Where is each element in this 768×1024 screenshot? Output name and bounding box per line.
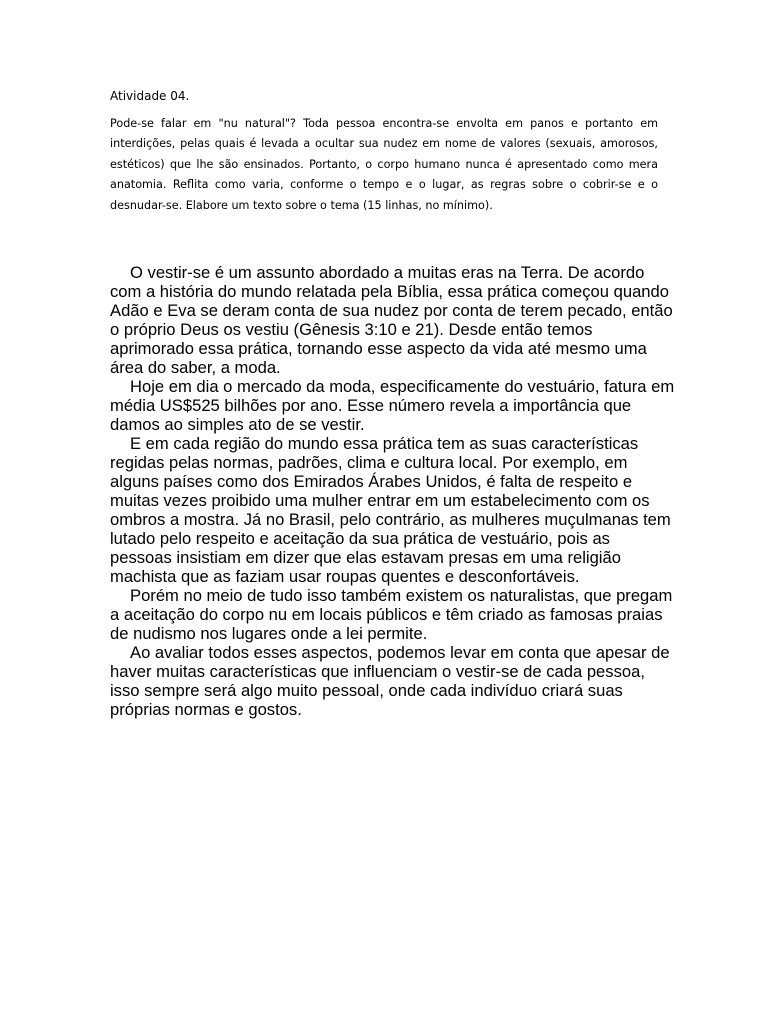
essay-paragraph: Porém no meio de tudo isso também existem os naturalistas, que pregam a aceitação do corpo nu em locais públicos e têm criado as famosas praias de nudismo nos lugares onde a lei permite. bbox=[110, 586, 673, 643]
essay-paragraph: Ao avaliar todos esses aspectos, podemos levar em conta que apesar de haver muitas características que influenciam o vestir-se de cada pessoa, isso sempre será algo muito pessoal, onde cada indivíduo criará suas próprias normas e gostos. bbox=[110, 643, 670, 719]
essay-paragraph: Hoje em dia o mercado da moda, especificamente do vestuário, fatura em média US$525 bilhões por ano. Esse número revela a importância que damos ao simples ato de se vestir. bbox=[110, 377, 675, 434]
activity-title: Atividade 04. bbox=[110, 89, 190, 103]
essay-paragraph: E em cada região do mundo essa prática tem as suas características regidas pelas normas, padrões, clima e cultura local. Por exemplo, em alguns países como dos Emirados Árabes Unidos, é falta de respeito e muitas vezes proibido uma mulher entrar em um estabelecimento com os ombros a mostra. Já no Brasil, pelo contrário, as mulheres muçulmanas tem lutado pelo respeito e aceitação da sua prática de vestuário, pois as pessoas insistiam em dizer que elas estavam presas em uma religião machista que as faziam usar roupas quentes e desconfortáveis. bbox=[110, 434, 671, 586]
essay-paragraph: O vestir-se é um assunto abordado a muitas eras na Terra. De acordo com a história do mundo relatada pela Bíblia, essa prática começou quando Adão e Eva se deram conta de sua nudez por conta de terem pecado, então o próprio Deus os vestiu (Gênesis 3:10 e 21). Desde então temos aprimorado essa prática, tornando esse aspecto da vida até mesmo uma área do saber, a moda. bbox=[110, 263, 673, 377]
essay-body bbox=[110, 263, 676, 719]
activity-prompt: Pode-se falar em "nu natural"? Toda pessoa encontra-se envolta em panos e portanto em interdições, pelas quais é levada a ocultar sua nudez em nome de valores (sexuais, amorosos, estéticos) que lhe são ensinados. Portanto, o corpo humano nunca é apresentado como mera anatomia. Reflita como varia, conforme o tempo e o lugar, as regras sobre o cobrir-se e o desnudar-se. Elabore um texto sobre o tema (15 linhas, no mínimo). bbox=[110, 117, 658, 212]
